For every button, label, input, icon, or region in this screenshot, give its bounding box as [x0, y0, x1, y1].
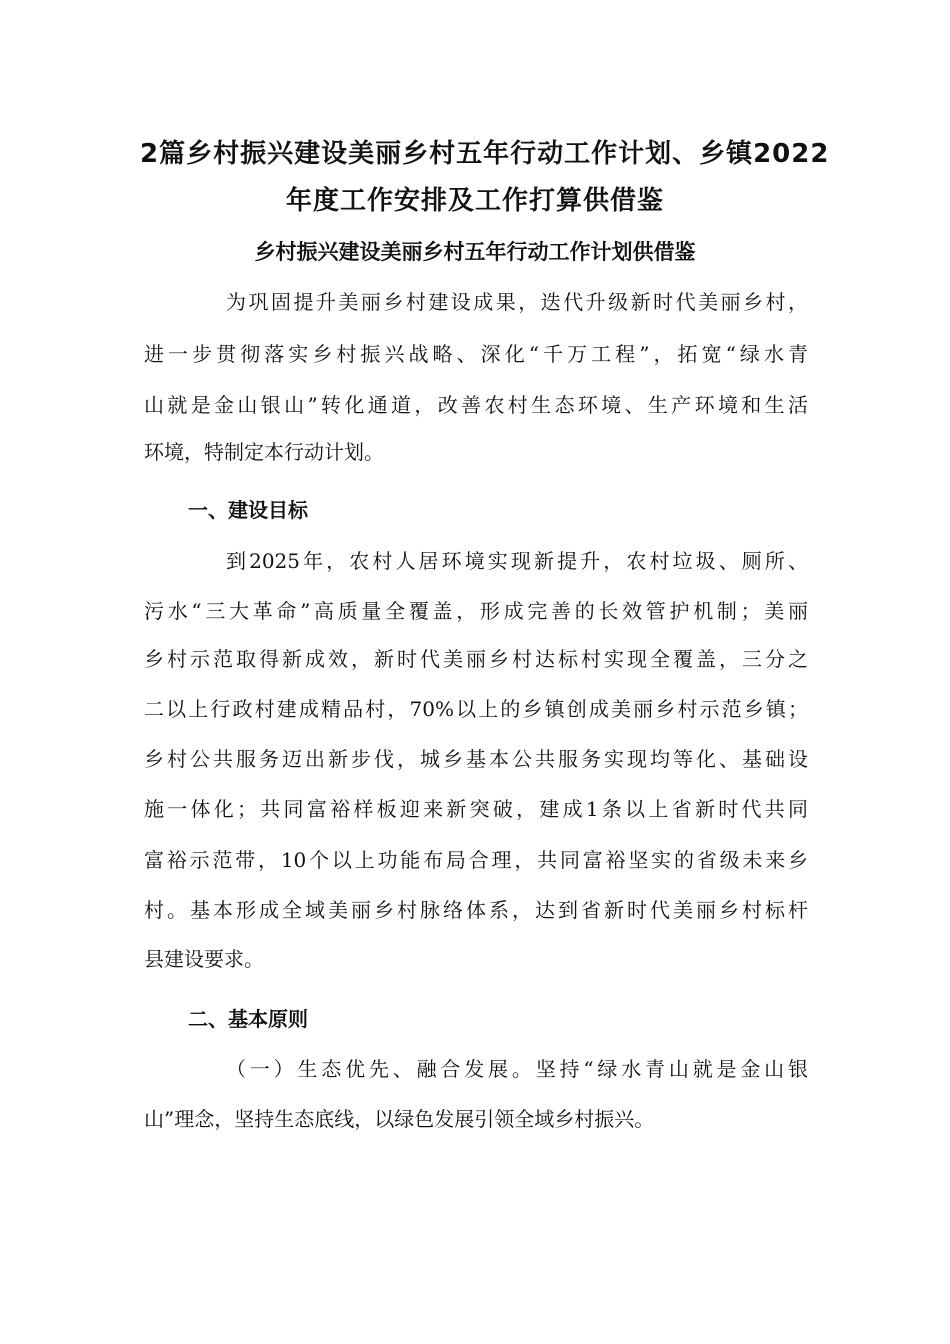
goals-line: 二以上行政村建成精品村，70%以上的乡镇创成美丽乡村示范乡镇；: [144, 697, 808, 721]
intro-line: 为巩固提升美丽乡村建设成果，迭代升级新时代美丽乡村，: [226, 290, 808, 314]
section-heading-goals: 一、建设目标: [188, 498, 308, 522]
goals-line: 乡村公共服务迈出新步伐，城乡基本公共服务实现均等化、基础设: [144, 747, 808, 771]
goals-line: 施一体化；共同富裕样板迎来新突破，建成1条以上省新时代共同: [144, 797, 808, 821]
goals-line: 县建设要求。: [144, 947, 264, 971]
document-subtitle: 乡村振兴建设美丽乡村五年行动工作计划供借鉴: [254, 240, 696, 264]
goals-line: 村。基本形成全域美丽乡村脉络体系，达到省新时代美丽乡村标杆: [144, 898, 808, 922]
principles-line: （一）生态优先、融合发展。坚持“绿水青山就是金山银: [226, 1057, 808, 1081]
goals-line: 乡村示范取得新成效，新时代美丽乡村达标村实现全覆盖，三分之: [144, 647, 808, 671]
goals-line: 污水“三大革命”高质量全覆盖，形成完善的长效管护机制；美丽: [144, 599, 808, 623]
document-title-line-1: 2篇乡村振兴建设美丽乡村五年行动工作计划、乡镇2022: [140, 139, 830, 169]
intro-line: 山就是金山银山”转化通道，改善农村生态环境、生产环境和生活: [144, 393, 808, 417]
intro-line: 环境，特制定本行动计划。: [144, 440, 384, 464]
section-heading-principles: 二、基本原则: [188, 1007, 308, 1031]
goals-line: 富裕示范带，10个以上功能布局合理，共同富裕坚实的省级未来乡: [144, 848, 808, 872]
principles-line: 山”理念，坚持生态底线，以绿色发展引领全域乡村振兴。: [144, 1107, 655, 1131]
document-title-line-2: 年度工作安排及工作打算供借鉴: [285, 186, 664, 216]
goals-line: 到2025年，农村人居环境实现新提升，农村垃圾、厕所、: [226, 549, 808, 573]
intro-line: 进一步贯彻落实乡村振兴战略、深化“千万工程”，拓宽“绿水青: [144, 342, 808, 366]
